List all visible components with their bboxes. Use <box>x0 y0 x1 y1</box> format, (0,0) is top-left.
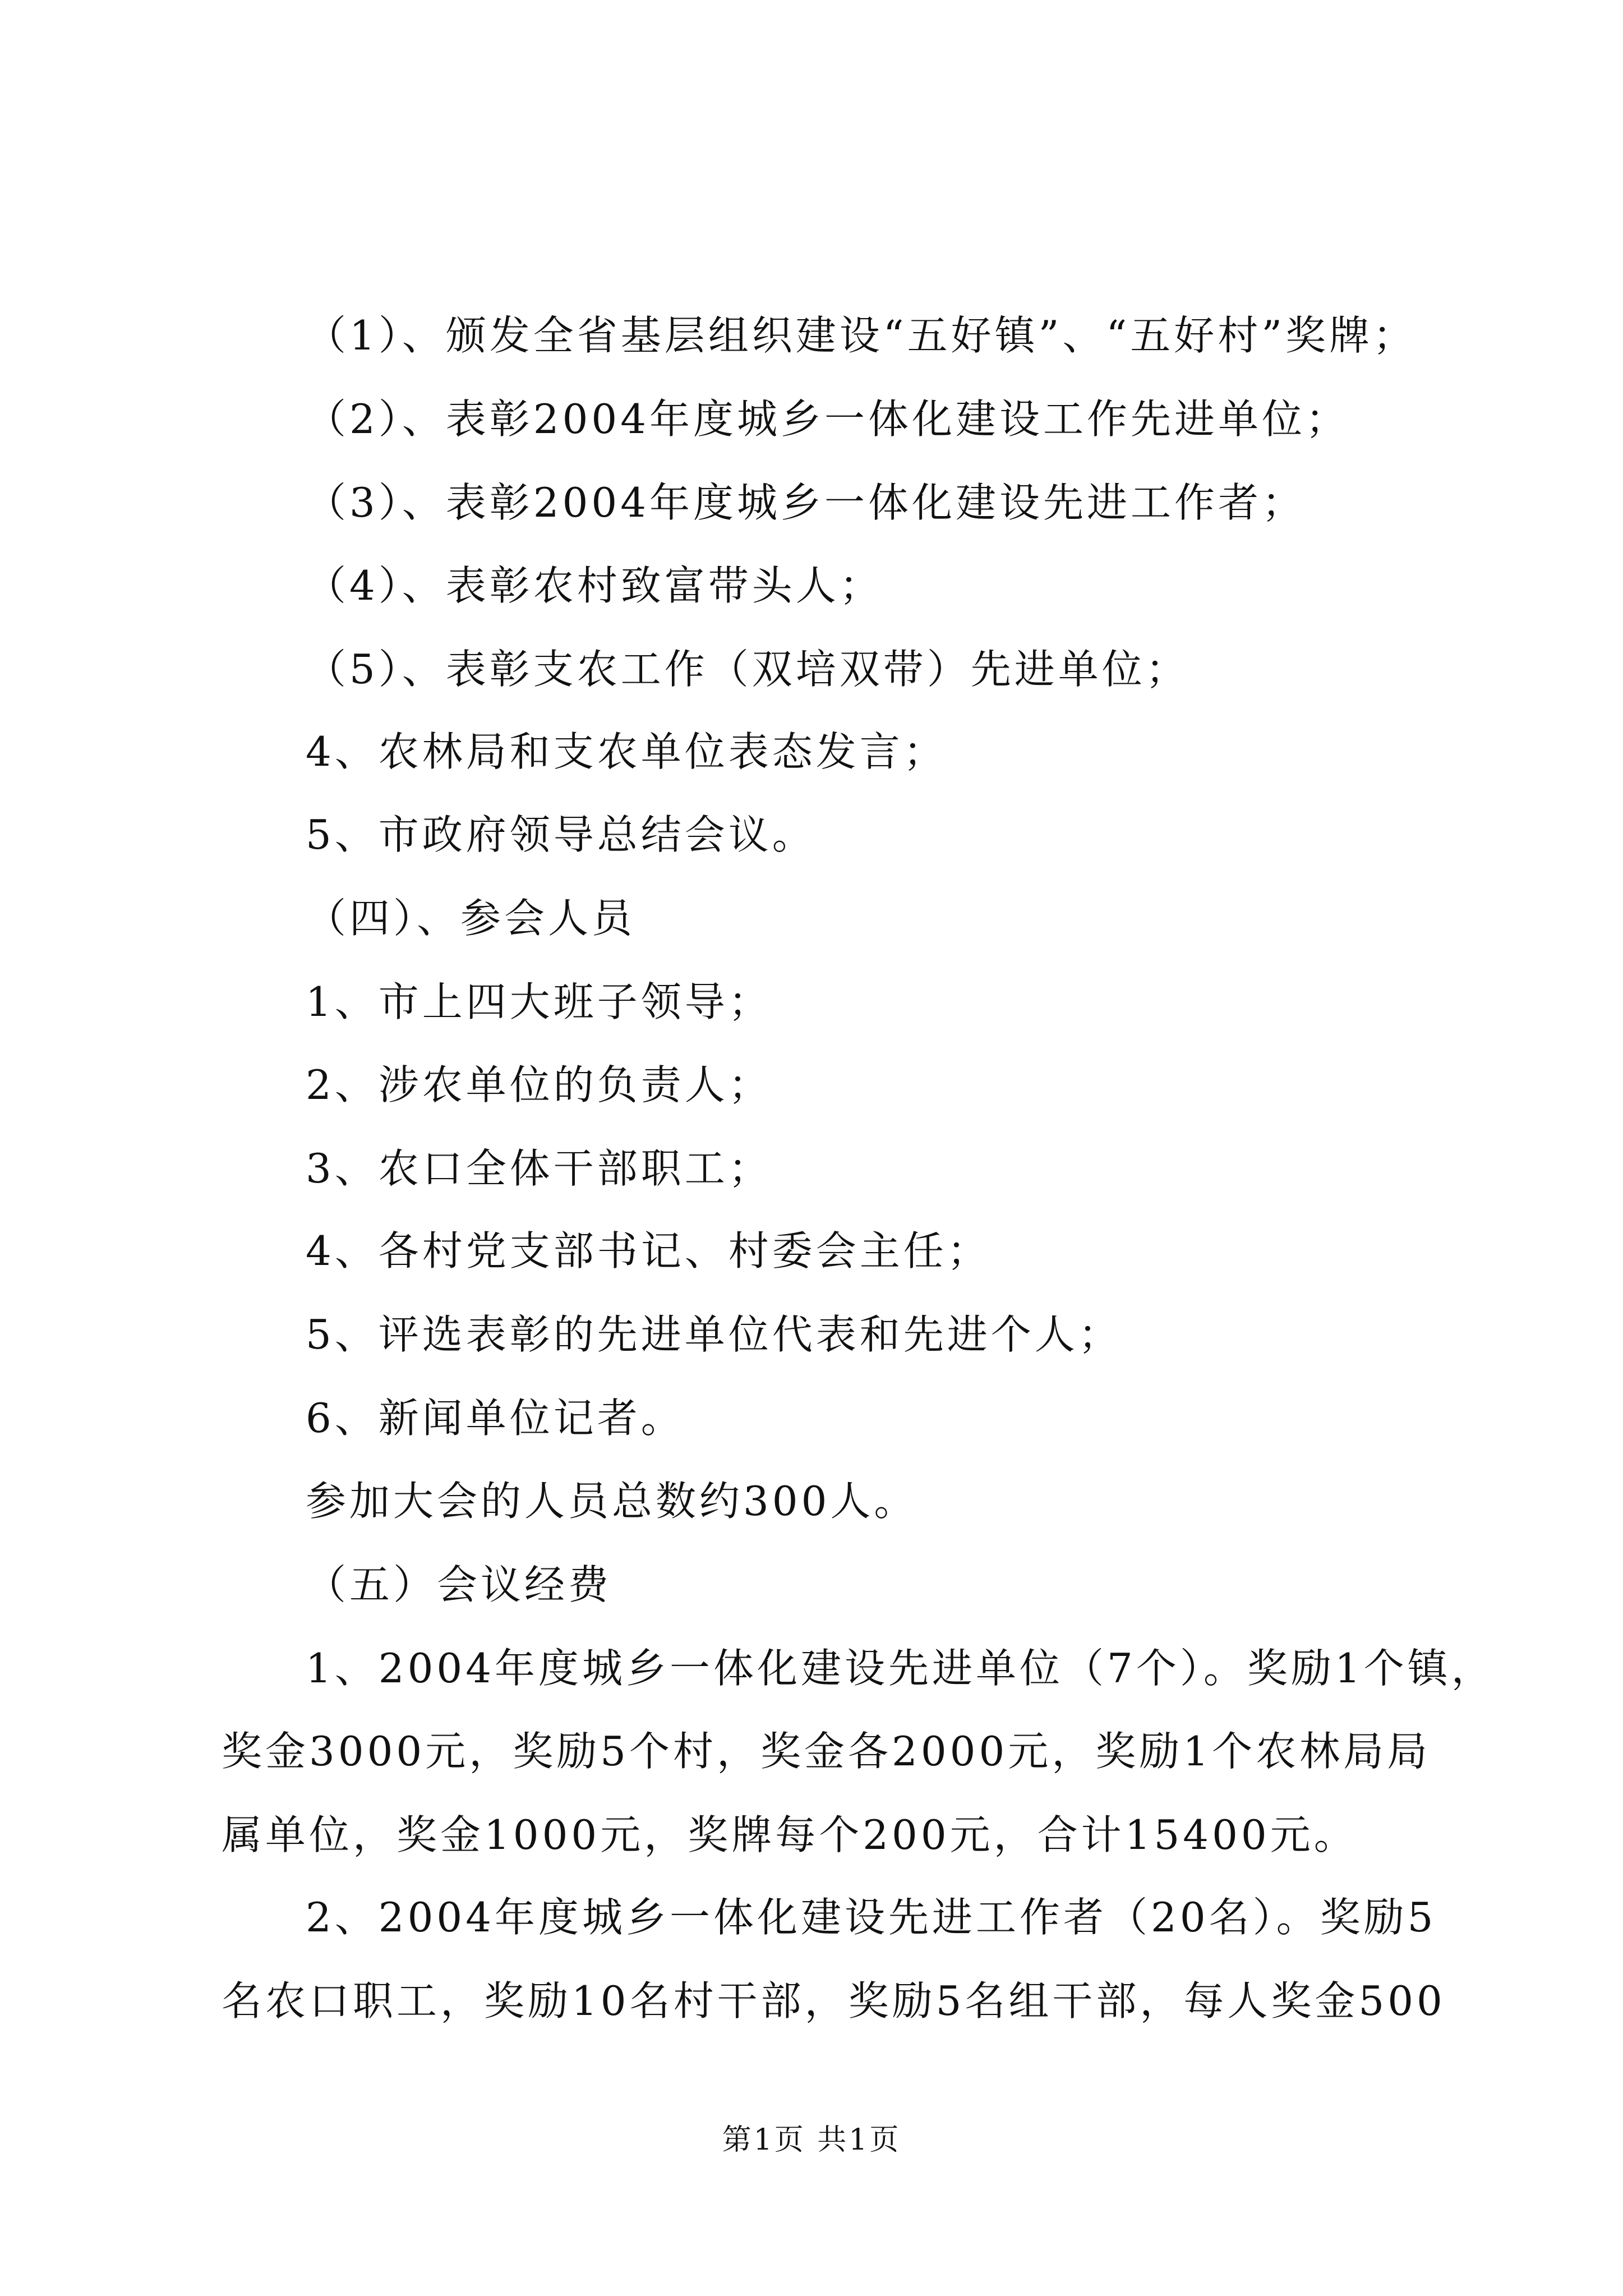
attendee-item-4: 4、各村党支部书记、村委会主任； <box>306 1227 991 1274</box>
award-item-1: （1）、颁发全省基层组织建设“五好镇”、“五好村”奖牌； <box>306 312 1417 359</box>
award-item-3: （3）、表彰2004年度城乡一体化建设先进工作者； <box>306 479 1306 526</box>
funding-paragraph-1-line-1: 1、2004年度城乡一体化建设先进单位（7个）。奖励1个镇， <box>306 1645 1495 1692</box>
attendee-total: 参加大会的人员总数约300人。 <box>306 1478 918 1525</box>
award-item-4: （4）、表彰农村致富带头人； <box>306 562 883 609</box>
attendee-item-1: 1、市上四大班子领导； <box>306 978 772 1025</box>
attendee-item-5: 5、评选表彰的先进单位代表和先进个人； <box>306 1311 1122 1358</box>
agenda-item-5: 5、市政府领导总结会议。 <box>306 811 816 858</box>
section-heading-funding: （五）会议经费 <box>306 1561 612 1608</box>
attendee-item-2: 2、涉农单位的负责人； <box>306 1061 772 1108</box>
funding-paragraph-1-line-2: 奖金3000元，奖励5个村，奖金各2000元，奖励1个农林局局 <box>222 1728 1431 1775</box>
attendee-item-6: 6、新闻单位记者。 <box>306 1395 685 1442</box>
funding-paragraph-2-line-2: 名农口职工，奖励10名村干部，奖励5名组干部，每人奖金500 <box>222 1977 1446 2024</box>
funding-paragraph-2-line-1: 2、2004年度城乡一体化建设先进工作者（20名）。奖励5 <box>306 1894 1437 1941</box>
funding-paragraph-1-line-3: 属单位，奖金1000元，奖牌每个200元，合计15400元。 <box>222 1811 1358 1858</box>
attendee-item-3: 3、农口全体干部职工； <box>306 1145 772 1192</box>
award-item-2: （2）、表彰2004年度城乡一体化建设工作先进单位； <box>306 395 1350 443</box>
award-item-5: （5）、表彰支农工作（双培双带）先进单位； <box>306 646 1189 693</box>
section-heading-attendees: （四）、参会人员 <box>306 895 636 942</box>
agenda-item-4: 4、农林局和支农单位表态发言； <box>306 728 947 775</box>
page-number-footer: 第1页 共1页 <box>722 2123 901 2157</box>
